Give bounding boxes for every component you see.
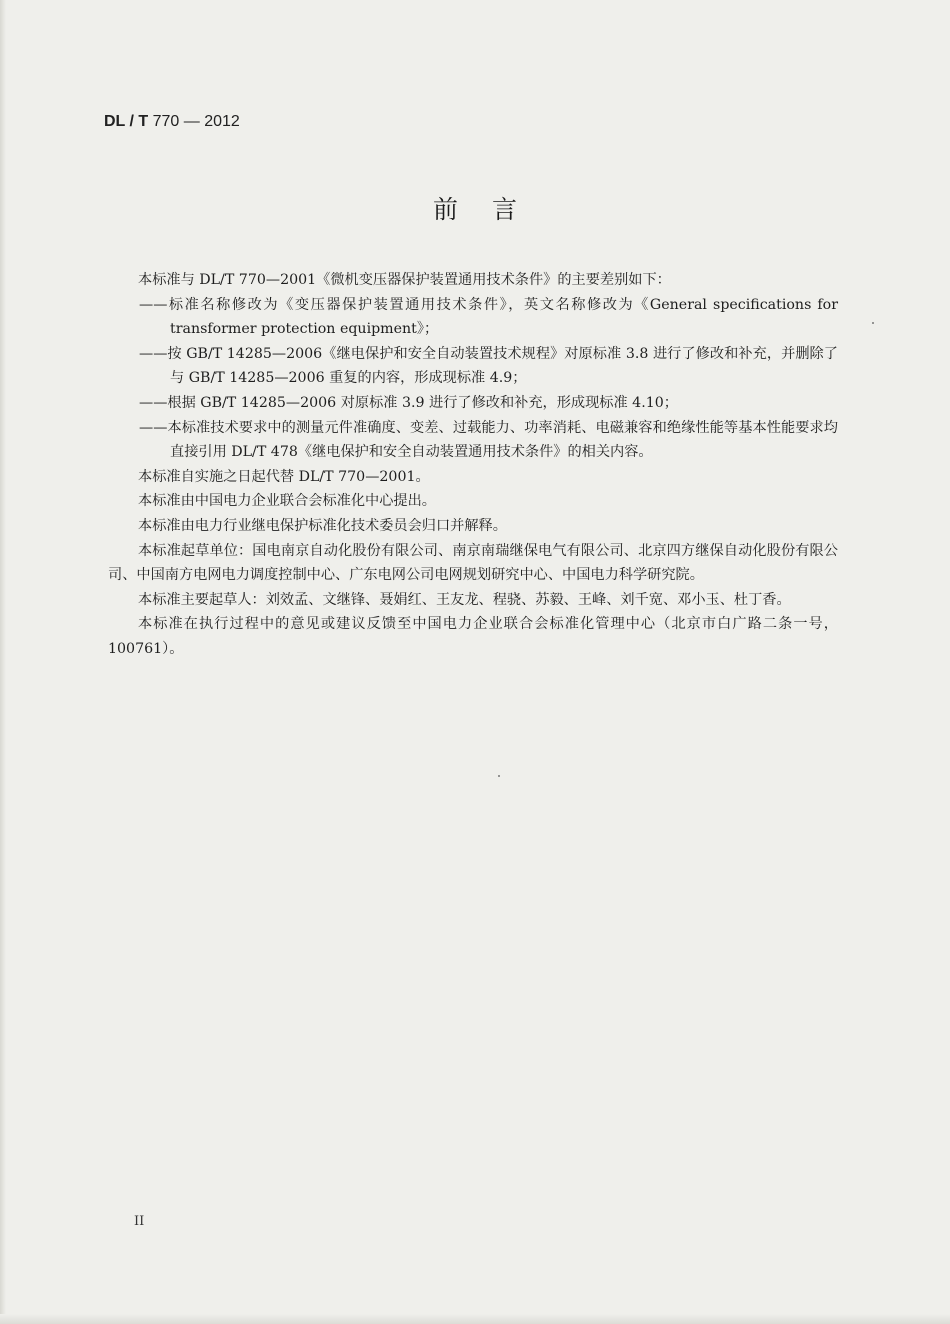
paragraph: 本标准由中国电力企业联合会标准化中心提出。: [138, 493, 436, 510]
document-code-suffix: 770 — 2012: [148, 113, 240, 130]
paragraph: 本标准主要起草人：刘效孟、文继锋、聂娟红、王友龙、程骁、苏毅、王峰、刘千宽、邓小玉、杜丁香。: [138, 591, 791, 608]
page-title: 前言: [432, 195, 551, 224]
foreword-body: [108, 268, 838, 662]
page-number: II: [134, 1214, 145, 1229]
list-item: ——标准名称修改为《变压器保护装置通用技术条件》，英文名称修改为《General specifications for transformer protection equipment》；: [139, 296, 838, 338]
paragraph: 本标准由电力行业继电保护标准化技术委员会归口并解释。: [138, 517, 507, 534]
scan-speck: [498, 775, 500, 777]
paragraph: 本标准与 DL/T 770—2001《微机变压器保护装置通用技术条件》的主要差别如下：: [138, 272, 671, 288]
paragraph: 本标准起草单位：国电南京自动化股份有限公司、南京南瑞继保电气有限公司、北京四方继保自动化股份有限公司、中国南方电网电力调度控制中心、广东电网公司电网规划研究中心、中国电力科学研究院。: [108, 542, 838, 584]
scan-edge-bottom: [0, 1314, 950, 1324]
document-code-prefix: DL / T: [104, 113, 149, 130]
list-item: ——根据 GB/T 14285—2006 对原标准 3.9 进行了修改和补充，形成现标准 4.10；: [139, 394, 678, 411]
scan-speck: [872, 322, 874, 324]
document-code: [104, 113, 240, 131]
paragraph: 本标准在执行过程中的意见或建议反馈至中国电力企业联合会标准化管理中心（北京市白广路二条一号，100761）。: [108, 616, 838, 657]
list-item: ——本标准技术要求中的测量元件准确度、变差、过载能力、功率消耗、电磁兼容和绝缘性能等基本性能要求均直接引用 DL/T 478《继电保护和安全自动装置通用技术条件》的相关内容。: [139, 419, 838, 461]
paragraph: 本标准自实施之日起代替 DL/T 770—2001。: [138, 468, 430, 485]
list-item: ——按 GB/T 14285—2006《继电保护和安全自动装置技术规程》对原标准 3.8 进行了修改和补充，并删除了与 GB/T 14285—2006 重复的内容，形成现标准 4.9；: [139, 345, 838, 387]
